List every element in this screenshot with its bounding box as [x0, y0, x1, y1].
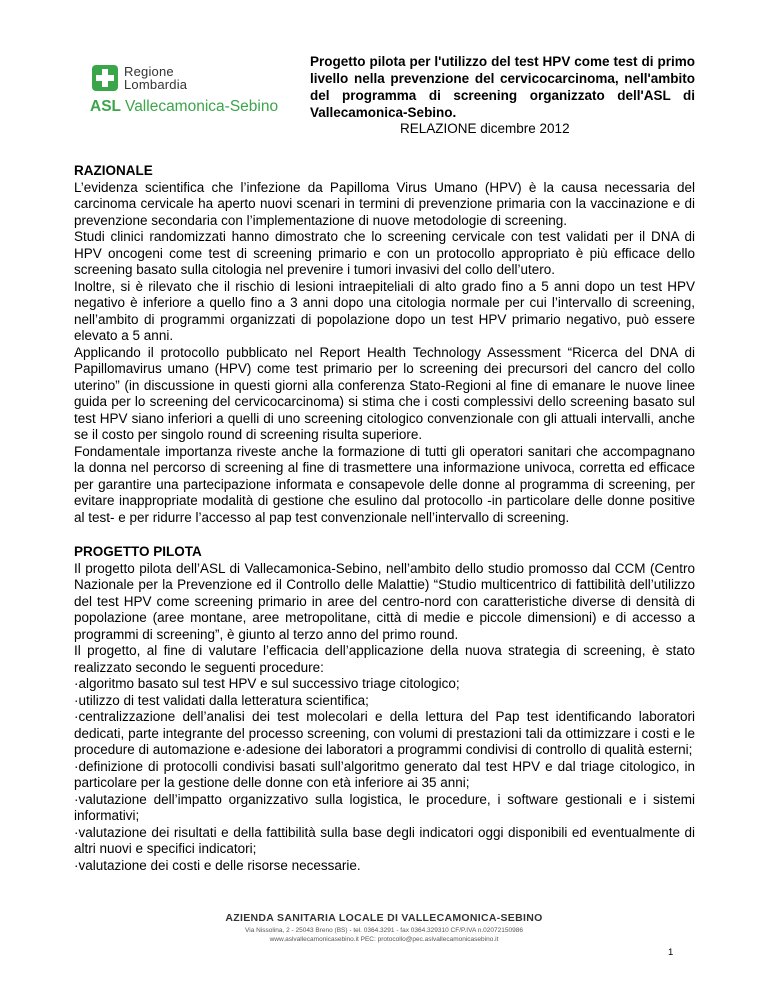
page-footer — [0, 912, 768, 944]
list-item: ·definizione di protocolli condivisi basati sull’algoritmo generato dal test HPV e dal triage citologico, in particolare per la gestione delle donne con età inferiore ai 35 anni; — [74, 758, 695, 790]
report-date: RELAZIONE dicembre 2012 — [400, 121, 570, 136]
footer-address-line2: www.aslvallecamonicasebino.it PEC: protocollo@pec.aslvallecamonicasebino.it — [269, 936, 499, 943]
section-razionale — [74, 163, 695, 526]
logo-asl-acronym: ASL — [90, 98, 121, 115]
logo-asl-label — [90, 98, 278, 116]
list-item: ·utilizzo di test validati dalla letteratura scientifica; — [74, 692, 369, 708]
list-item: ·algoritmo basato sul test HPV e sul successivo triage citologico; — [74, 676, 460, 691]
page-number: 1 — [668, 947, 674, 958]
list-item: ·valutazione dei costi e delle risorse necessarie. — [74, 857, 361, 873]
list-item: ·centralizzazione dell’analisi dei test molecolari e della lettura del Pap test identificando laboratori dedicati, parte integrante del processo screening, con volumi di prestazioni tali da ottimizzare i costi e le procedure di automazione e·adesione dei laboratori a programmi condivisi di controllo di qualità esterni; — [74, 709, 695, 757]
paragraph: Fondamentale importanza riveste anche la formazione di tutti gli operatori sanitari che accompagnano la donna nel percorso di screening al fine di trasmettere una informazione univoca, corretta ed efficace per garantire una partecipazione informata e consapevole delle donne al programma di screening, per evitare inappropriate modalità di gestione che esulino dal protocollo -in particolare delle donne positive al test- e per ridurre l’accesso al pap test convenzionale nell’intervallo di screening. — [74, 443, 695, 525]
footer-organization: AZIENDA SANITARIA LOCALE DI VALLECAMONICA-SEBINO — [225, 912, 543, 924]
paragraph: L’evidenza scientifica che l’infezione da Papilloma Virus Umano (HPV) è la causa necessaria del carcinoma cervicale ha aperto nuovi scenari in termini di prevenzione primaria con la vaccinazione e di prevenzione secondaria con l’implementazione di nuove metodologie di screening. — [74, 179, 695, 228]
logo-region-name — [124, 65, 187, 91]
list-item: ·valutazione dei risultati e della fattibilità sulla base degli indicatori oggi disponibili ed eventualmente di altri nuovi e specifici indicatori; — [74, 824, 695, 856]
footer-address — [0, 926, 768, 944]
lombardia-cross-icon — [92, 65, 118, 91]
paragraph: Il progetto, al fine di valutare l’efficacia dell’applicazione della nuova strategia di screening, è stato realizzato secondo le seguenti procedure: — [74, 643, 695, 675]
section-progetto-pilota — [74, 544, 695, 874]
paragraph: Il progetto pilota dell’ASL di Vallecamonica-Sebino, nell’ambito dello studio promosso dal CCM (Centro Nazionale per la Prevenzione ed il Controllo delle Malattie) “Studio multicentrico di fattibilità dell’utilizzo del test HPV come screening primario in aree del centro-nord con caratteristiche diverse di densità di popolazione (aree montane, aree metropolitane, città di medie e piccole dimensioni) e di accesso a programmi di screening”, è giunto al terzo anno del primo round. — [74, 560, 695, 642]
paragraph: Inoltre, si è rilevato che il rischio di lesioni intraepiteliali di alto grado fino a 5 anni dopo un test HPV negativo è inferiore a quello fino a 3 anni dopo una citologia normale per cui l’intervallo di screening, nell’ambito di programmi organizzati di popolazione dopo un test HPV primario negativo, può essere elevato a 5 anni. — [74, 278, 695, 343]
list-item: ·valutazione dell’impatto organizzativo sulla logistica, le procedure, i software gestionali e i sistemi informativi; — [74, 791, 695, 823]
logo-region-line2: Lombardia — [124, 77, 188, 92]
section-heading: RAZIONALE — [74, 163, 153, 178]
section-spacer — [74, 526, 695, 544]
logo-region-line1: Regione — [124, 64, 174, 79]
document-body — [74, 163, 695, 874]
section-heading: PROGETTO PILOTA — [74, 544, 202, 559]
footer-address-line1: Via Nissolina, 2 - 25043 Breno (BS) - tel. 0364.3291 - fax 0364.329310 CF/P.IVA n.02072150986 — [245, 927, 523, 934]
paragraph: Studi clinici randomizzati hanno dimostrato che lo screening cervicale con test validati per il DNA di HPV oncogeni come test di screening primario e con un protocollo appropriato è più efficace dello screening basato sulla citologia nel prevenire i tumori invasivi del collo dell’utero. — [74, 229, 695, 277]
logo-asl-name: Vallecamonica-Sebino — [125, 98, 279, 115]
document-title: Progetto pilota per l'utilizzo del test HPV come test di primo livello nella prevenzione del cervicocarcinoma, nell'ambito del programma di screening organizzato dell'ASL di Vallecamonica-Sebino. — [310, 54, 695, 120]
asl-logo — [88, 62, 288, 118]
paragraph: Applicando il protocollo pubblicato nel Report Health Technology Assessment “Ricerca del DNA di Papillomavirus umano (HPV) come test primario per lo screening dei precursori del cancro del collo uterino” (in discussione in questi giorni alla conferenza Stato-Regioni al fine di emanare le nuove linee guida per lo screening del cervicocarcinoma) si stima che i costi complessivi dello screening basato sul test HPV siano inferiori a quelli di uno screening citologico convenzionale con gli attuali intervalli, anche se il costo per singolo round di screening risulta superiore. — [74, 344, 695, 442]
